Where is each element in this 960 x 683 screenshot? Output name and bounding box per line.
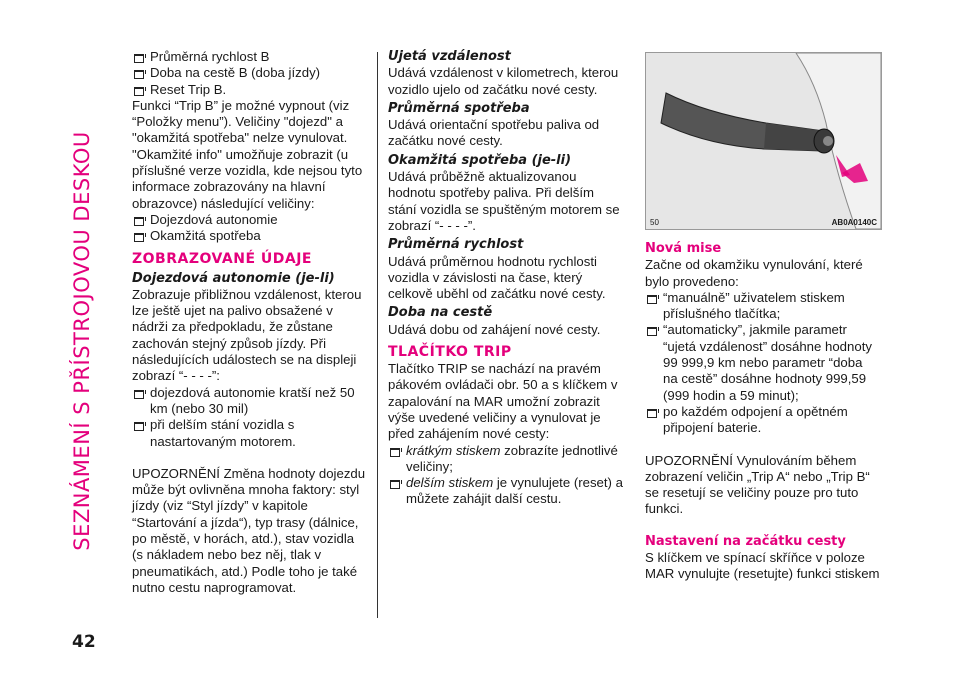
bullet-icon (134, 54, 144, 63)
bullet-item: “manuálně” uživatelem stiskem příslušného tlačítka; (645, 290, 880, 323)
figure-number: 50 (650, 218, 659, 227)
bullet-item: po každém odpojení a opětném připojení baterie. (645, 404, 880, 437)
bullet-item: delším stiskem je vynulujete (reset) a můžete zahájit další cestu. (388, 475, 623, 508)
section-heading: ZOBRAZOVANÉ ÚDAJE (132, 250, 312, 267)
bullet-item: Reset Trip B. (132, 82, 367, 98)
bullet-item: krátkým stiskem zobrazíte jednotlivé veličiny; (388, 443, 623, 476)
bullet-item: Dojezdová autonomie (132, 212, 367, 228)
paragraph: Tlačítko TRIP se nachází na pravém pákovém ovládači obr. 50 a s klíčkem v zapalování na MAR umožní zobrazit výše uvedené veličiny a vynulovat je před zahájením nové cesty: (388, 361, 618, 442)
figure-stalk-trip-button (645, 52, 882, 230)
bullet-icon (134, 390, 144, 399)
bullet-icon (647, 409, 657, 418)
bullet-icon (647, 327, 657, 336)
bullet-item: “automaticky”, jakmile parametr “ujetá vzdálenost” dosáhne hodnoty 99 999,9 km nebo parametr “doba na cestě” dosáhne hodnoty 999,59 (999 hodin a 59 minut); (645, 322, 880, 403)
bullet-item: Doba na cestě B (doba jízdy) (132, 65, 367, 81)
paragraph: Začne od okamžiku vynulování, které bylo provedeno: (645, 257, 863, 289)
sub-heading: Okamžitá spotřeba (je-li) (388, 152, 572, 168)
bullet-item: Průměrná rychlost B (132, 49, 367, 65)
sub-heading: Průměrná rychlost (388, 237, 524, 253)
bullet-item: dojezdová autonomie kratší než 50 km (nebo 30 mil) (132, 385, 367, 418)
sub-heading: Ujetá vzdálenost (388, 49, 511, 64)
bullet-icon (134, 87, 144, 96)
column-2 (388, 49, 623, 508)
warning-note: UPOZORNĚNÍ Vynulováním během zobrazení veličin „Trip A“ nebo „Trip B“ se resetují se veličiny pouze pro tuto funkci. (645, 452, 870, 517)
sub-heading: Průměrná spotřeba (388, 100, 530, 116)
column-divider (377, 52, 378, 618)
page-number: 42 (72, 632, 96, 652)
sub-heading: Nastavení na začátku cesty (645, 533, 846, 549)
bullet-icon (390, 448, 400, 457)
paragraph: Zobrazuje přibližnou vzdálenost, kterou lze ještě ujet na palivo obsažené v nádrži za předpokladu, že zůstane zachován stejný způsob jízdy. Při následujících událostech se na displeji zobrazí “- - - -”: (132, 286, 362, 384)
chapter-side-title: SEZNÁMENÍ S PŘÍSTROJOVOU DESKOU (70, 131, 94, 551)
paragraph: Udává vzdálenost v kilometrech, kterou vozidlo ujelo od začátku nové cesty. (388, 65, 619, 97)
paragraph: Udává dobu od zahájení nové cesty. (388, 321, 601, 337)
column-1 (132, 49, 367, 596)
bullet-icon (647, 295, 657, 304)
warning-note: UPOZORNĚNÍ Změna hodnoty dojezdu může být ovlivněna mnoha faktory: styl jízdy (viz “Styl jízdy” v kapitole “Startování a jízda“), typ trasy (dálnice, po městě, v horách, atd.), stav vozidla (s nákladem nebo bez něj, tlak v pneumatikách, atd.) Podle toho je také nutno cestu naprogramovat. (132, 465, 366, 595)
bullet-item: při delším stání vozidla s nastartovaným motorem. (132, 417, 367, 450)
paragraph: Udává průběžně aktualizovanou hodnotu spotřeby paliva. Při delším stání vozidla se spuštěným motorem se zobrazí “- - - -”. (388, 169, 620, 233)
paragraph: Udává průměrnou hodnotu rychlosti vozidla v závislosti na čase, který celkově uběhl od začátku nové cesty. (388, 253, 606, 302)
paragraph: S klíčkem ve spínací skříňce v poloze MAR vynulujte (resetujte) funkci stiskem (645, 550, 880, 582)
sub-heading: Dojezdová autonomie (je-li) (132, 270, 335, 286)
section-heading: TLAČÍTKO TRIP (388, 344, 512, 361)
bullet-icon (134, 70, 144, 79)
bullet-icon (134, 422, 144, 431)
sub-heading: Doba na cestě (388, 305, 493, 321)
sub-heading: Nová mise (645, 241, 722, 256)
bullet-item: Okamžitá spotřeba (132, 228, 367, 244)
bullet-icon (134, 217, 144, 226)
bullet-icon (134, 233, 144, 242)
paragraph: Udává orientační spotřebu paliva od začátku nové cesty. (388, 117, 600, 149)
column-3 (645, 241, 880, 583)
paragraph: Funkci “Trip B” je možné vypnout (viz “Položky menu”). Veličiny "dojezd" a "okamžitá spotřeba" nelze vynulovat. "Okamžité info" umožňuje zobrazit (u příslušné verze vozidla, kde nejsou tyto informace zobrazovány na hlavní obrazovce) následující veličiny: (132, 97, 363, 211)
figure-code: AB0A0140C (831, 218, 877, 227)
bullet-icon (390, 480, 400, 489)
stalk-illustration (646, 53, 881, 229)
